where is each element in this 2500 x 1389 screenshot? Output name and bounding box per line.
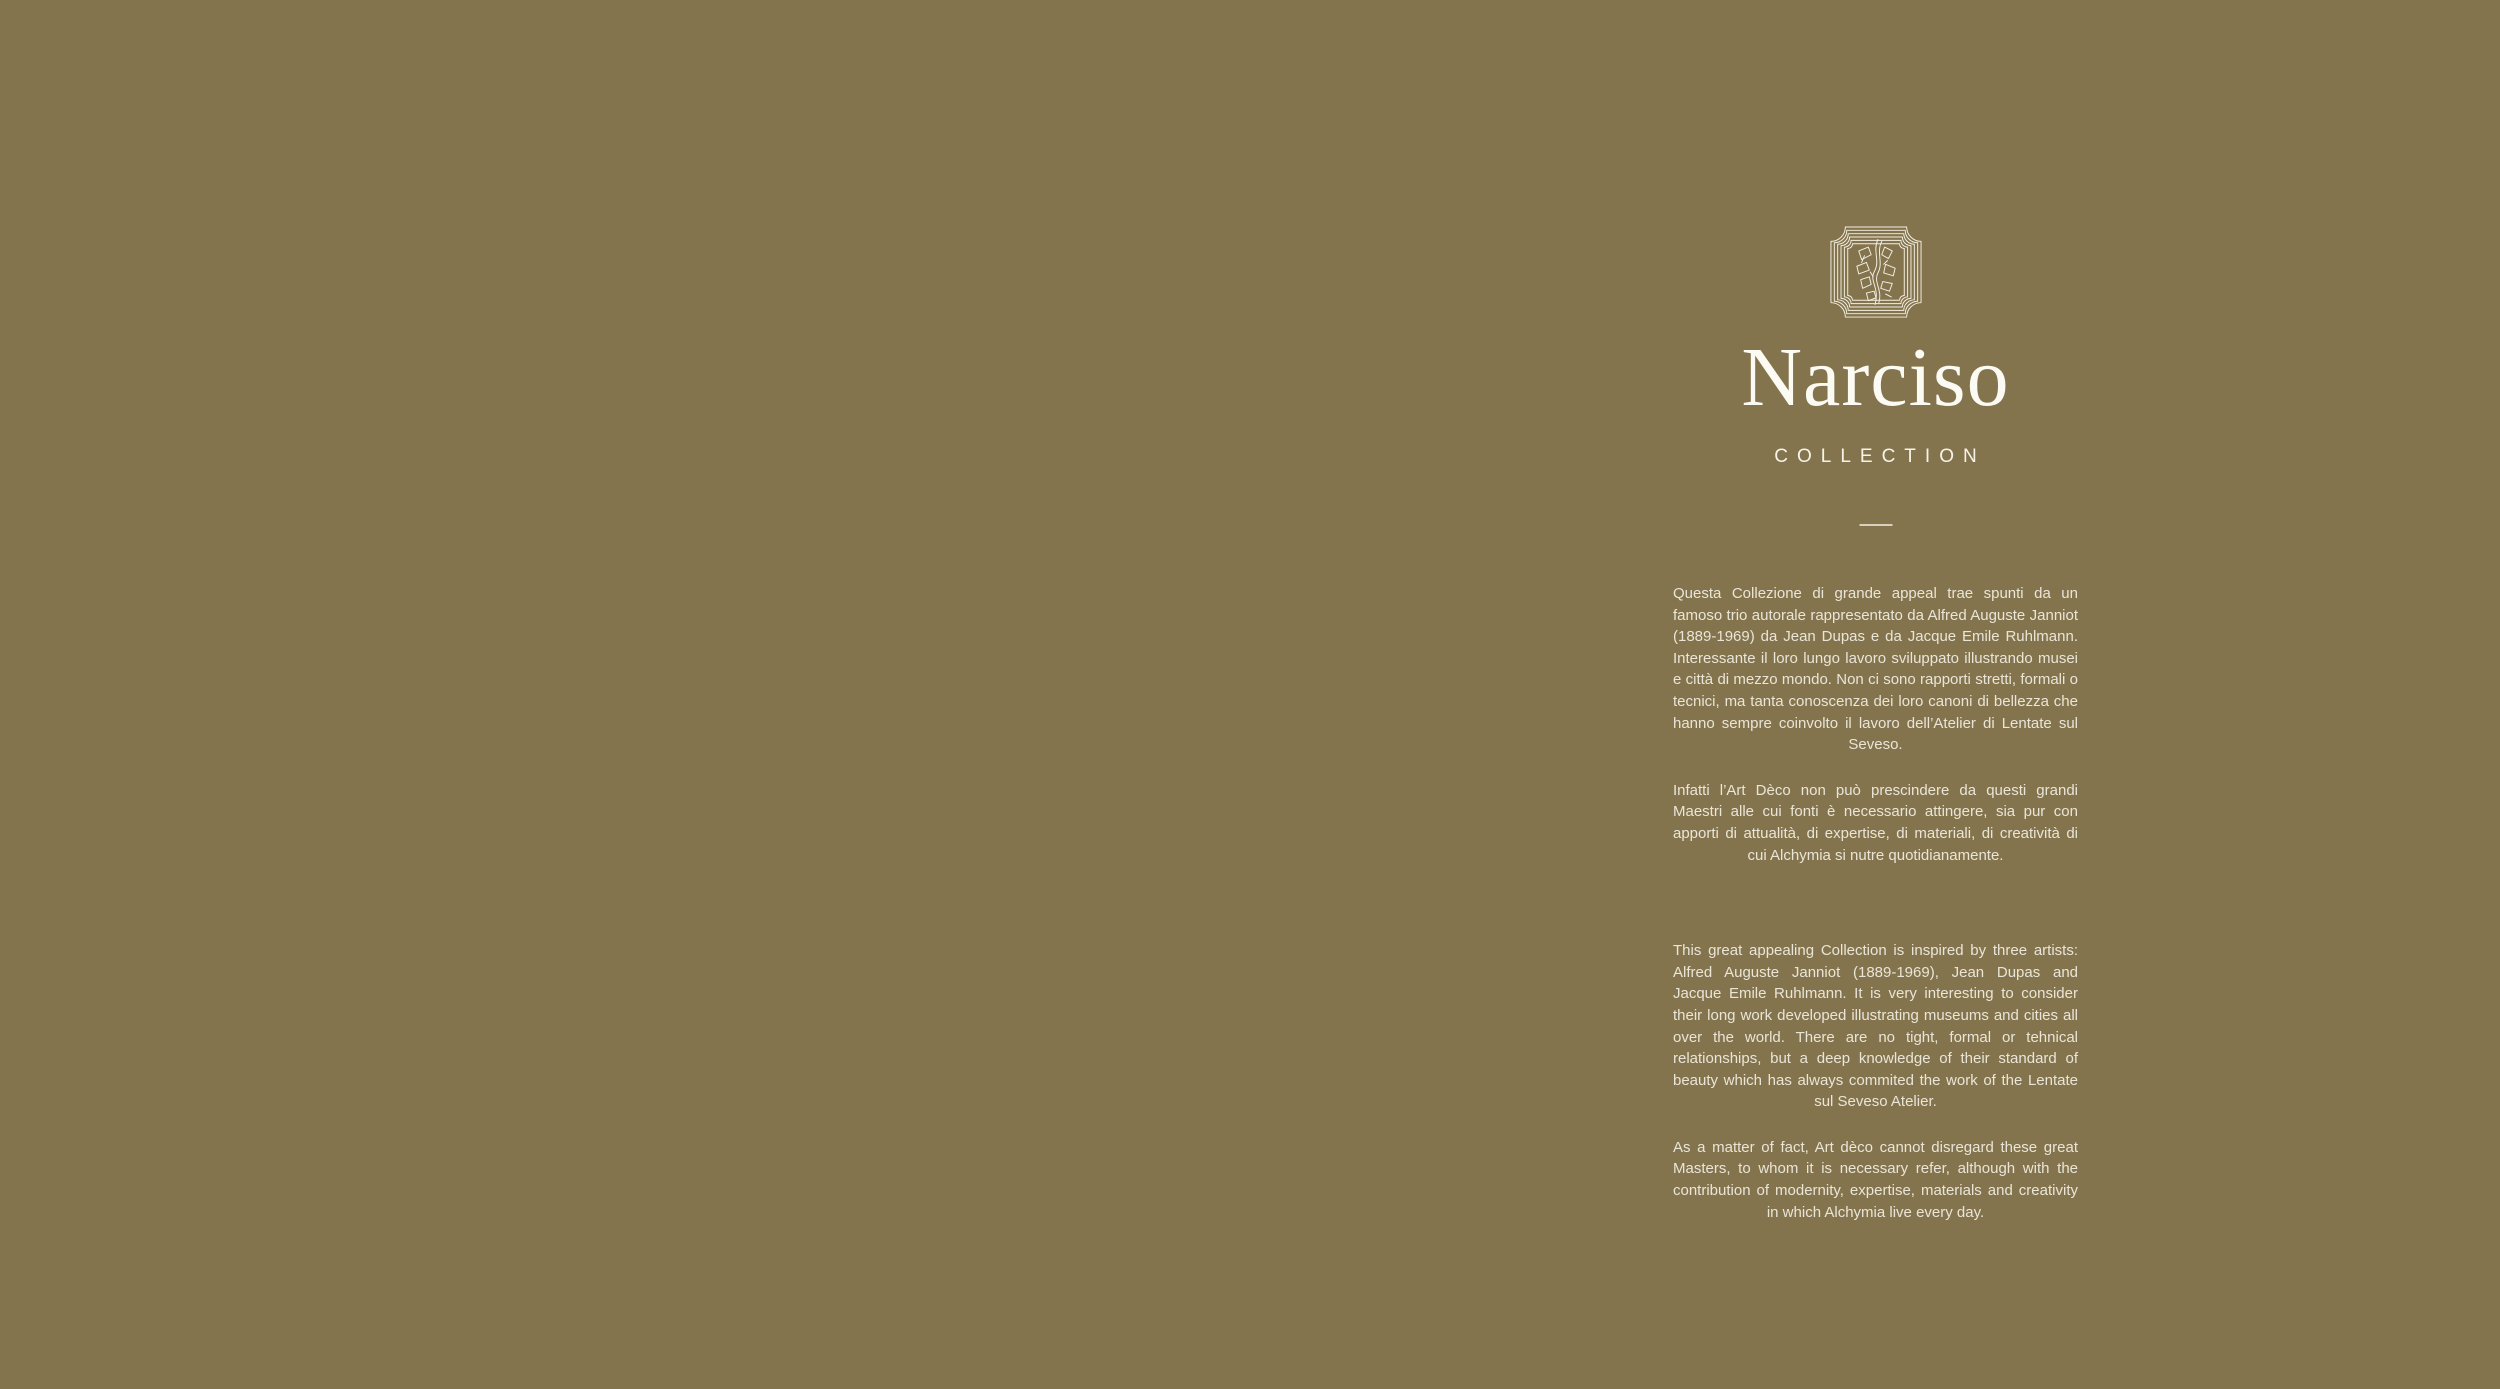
paragraph-english-2: As a matter of fact, Art dèco cannot disregard these great Masters, to whom it is necessary refer, although with the contribution of modernity, expertise, materials and creativity in which Alchymia live every day. (1673, 1138, 2078, 1221)
divider-rule (1859, 524, 1892, 526)
brand-subtitle: COLLECTION (1774, 446, 1986, 467)
paragraph-italian-1: Questa Collezione di grande appeal trae spunti da un famoso trio autorale rappresentato da Alfred Auguste Janniot (1889-1969) da Jean Dupas e da Jacque Emile Ruhlmann. Interessante il loro lungo lavoro sviluppato illustrando musei e città di mezzo mondo. Non ci sono rapporti stretti, formali o tecnici, ma tanta conoscenza dei loro canoni di bellezza che hanno sempre coinvolto il lavoro dell’Atelier di Lentate sul Seveso. (1673, 585, 2078, 754)
brand-emblem-icon (1830, 226, 1922, 318)
intro-text (1673, 583, 2078, 1247)
intro-column (1673, 0, 2078, 1389)
paragraph-italian-2: Infatti l’Art Dèco non può prescindere da questi grandi Maestri alle cui fonti è necessario attingere, sia pur con apporti di attualità, di expertise, di materiali, di creatività di cui Alchymia si nutre quotidianamente. (1673, 781, 2078, 864)
brand-title: Narciso (1741, 331, 2010, 424)
paragraph-english-1: This great appealing Collection is inspired by three artists: Alfred Auguste Janniot (1889-1969), Jean Dupas and Jacque Emile Ruhlmann. It is very interesting to consider their long work developed illustrating museums and cities all over the world. There are no tight, formal or tehnical relationships, but a deep knowledge of their standard of beauty which has always commited the work of the Lentate sul Seveso Atelier. (1673, 942, 2078, 1111)
